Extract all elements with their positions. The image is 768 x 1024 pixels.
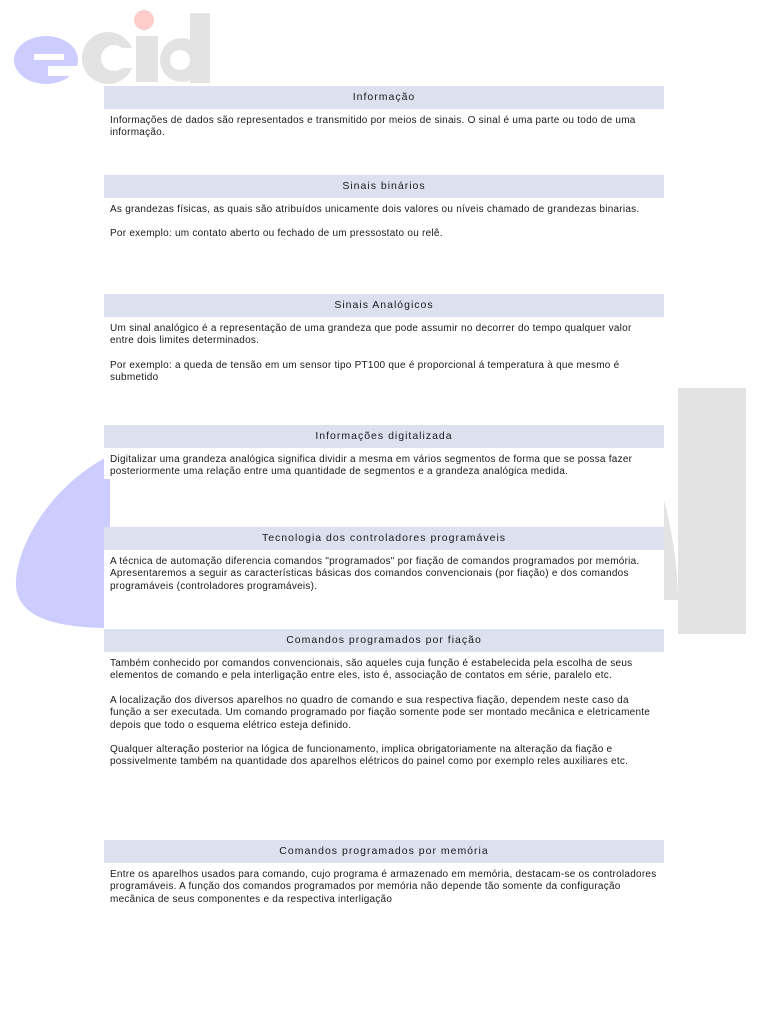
paragraph: Um sinal analógico é a representação de uma grandeza que pode assumir no decorrer do tempo qualquer valor entre dois limites determinados. bbox=[110, 323, 632, 347]
section-header: Informação bbox=[104, 86, 664, 109]
paragraph: Por exemplo: um contato aberto ou fechado de um pressostato ou relê. bbox=[110, 228, 443, 240]
section-header: Comandos programados por fiação bbox=[104, 629, 664, 652]
section-header: Comandos programados por memória bbox=[104, 840, 664, 863]
section-comandos-fiacao bbox=[104, 629, 664, 840]
paragraph: A técnica de automação diferencia comandos "programados" por fiação de comandos programados por memória. Apresentaremos a seguir as características básicas dos comandos convencionais (por fiação) e dos comandos programáveis (controladores programáveis). bbox=[110, 556, 640, 592]
section-header: Informações digitalizada bbox=[104, 425, 664, 448]
paragraph: As grandezas físicas, as quais são atribuídos unicamente dois valores ou níveis chamado de grandezas binarias. bbox=[110, 204, 640, 215]
section-body bbox=[104, 448, 664, 479]
section-body bbox=[104, 198, 664, 241]
section-informacoes-digitalizada bbox=[104, 425, 664, 527]
paragraph: Entre os aparelhos usados para comando, cujo programa é armazenado em memória, destacam-se os controladores programáveis. A função dos comandos programados por memória não depende tão somente da configuração mecânica de seus componentes e da respectiva interligação bbox=[110, 869, 657, 905]
section-sinais-analogicos bbox=[104, 294, 664, 425]
paragraph: Qualquer alteração posterior na lógica de funcionamento, implica obrigatoriamente na alteração da fiação e possivelmente também na quantidade dos aparelhos elétricos do painel como por exemplo reles auxiliares etc. bbox=[110, 744, 629, 768]
section-header: Tecnologia dos controladores programáveis bbox=[104, 527, 664, 550]
section-body bbox=[104, 317, 664, 385]
paragraph: Por exemplo: a queda de tensão em um sensor tipo PT100 que é proporcional á temperatura à que mesmo é submetido bbox=[110, 359, 620, 384]
section-sinais-binarios bbox=[104, 175, 664, 294]
section-tecnologia-controladores bbox=[104, 527, 664, 629]
section-body bbox=[104, 652, 664, 769]
section-body bbox=[104, 109, 664, 140]
section-body bbox=[104, 863, 664, 906]
section-informacao bbox=[104, 86, 664, 175]
ecid-logo bbox=[10, 8, 220, 88]
section-header: Sinais Analógicos bbox=[104, 294, 664, 317]
document-content bbox=[104, 86, 664, 918]
section-body bbox=[104, 550, 664, 635]
paragraph: Também conhecido por comandos convencionais, são aqueles cuja função é estabelecida pela escolha de seus elementos de comando e pela interligação entre eles, isto é, associação de contatos em série, paralelo etc. bbox=[110, 658, 633, 682]
section-header: Sinais binários bbox=[104, 175, 664, 198]
paragraph: Digitalizar uma grandeza analógica significa dividir a mesma em vários segmentos de forma que se possa fazer posteriormente uma relação entre uma quantidade de segmentos e a grandeza analógica medida. bbox=[110, 454, 633, 478]
paragraph: A localização dos diversos aparelhos no quadro de comando e sua respectiva fiação, dependem neste caso da função a ser executada. Um comando programado por fiação somente pode ser montado mecânica e eletricamente depois que todo o esquema elétrico esteja definido. bbox=[110, 694, 651, 731]
paragraph: Informações de dados são representados e transmitido por meios de sinais. O sinal é uma parte ou todo de uma informação. bbox=[110, 115, 636, 139]
section-comandos-memoria bbox=[104, 840, 664, 906]
